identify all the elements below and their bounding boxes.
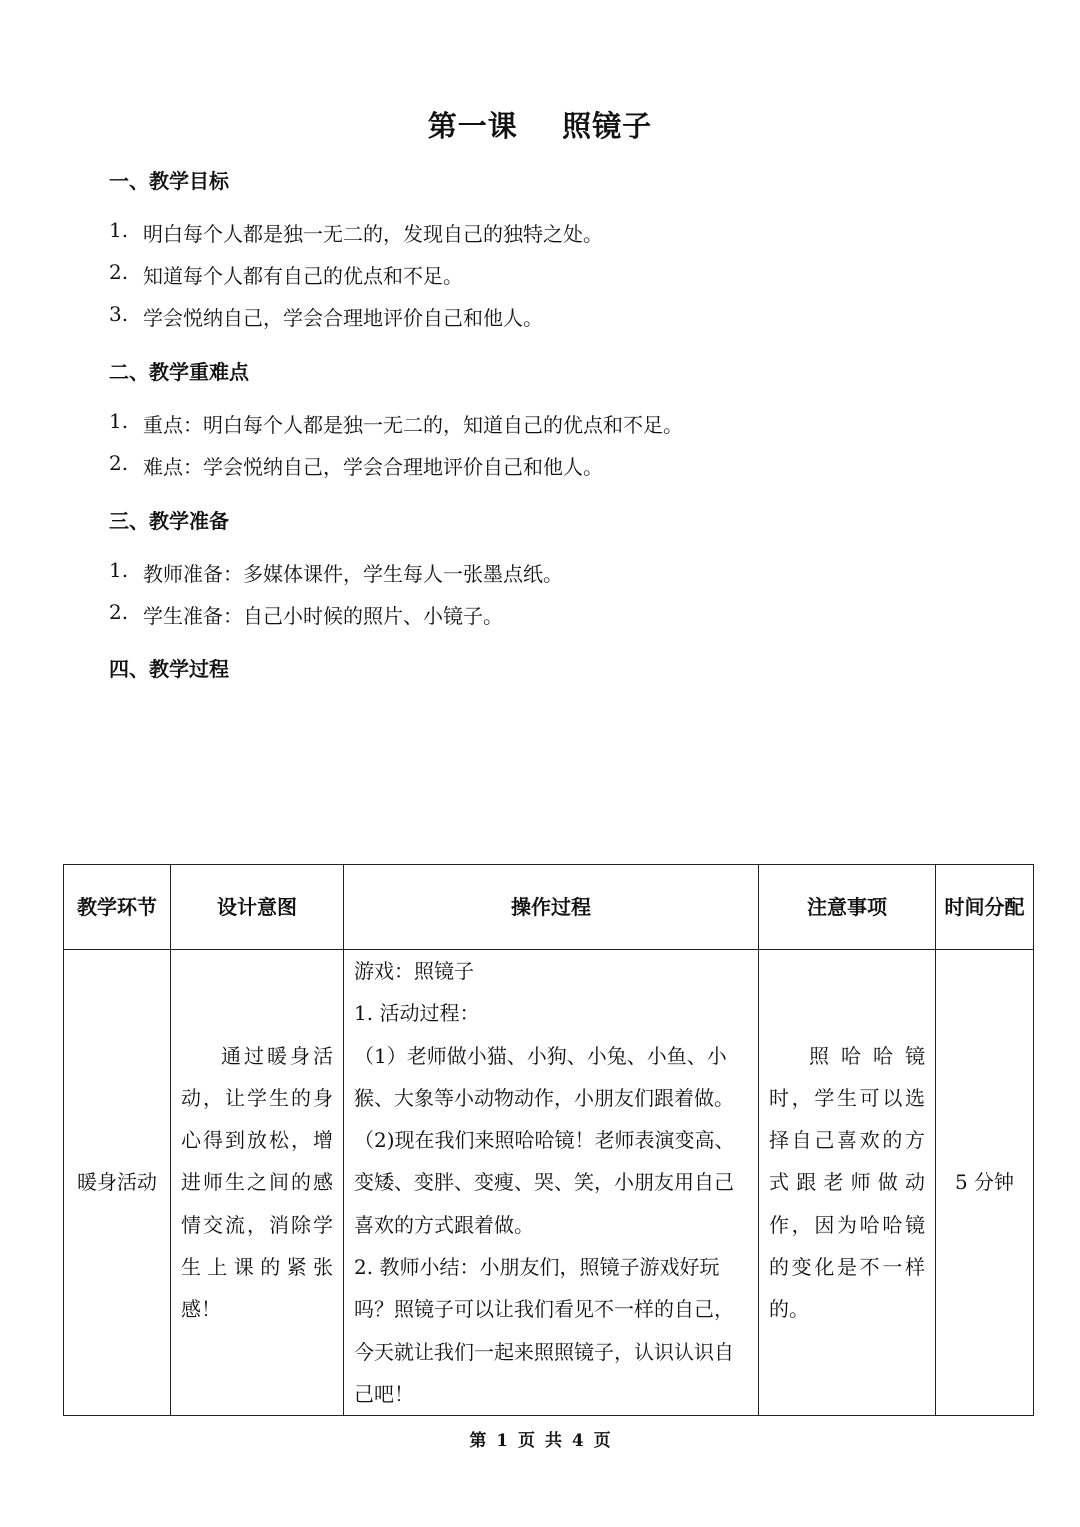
section-heading-key-points: 二、教学重难点 (109, 360, 249, 384)
list-text: 明白每个人都是独一无二的，发现自己的独特之处。 (143, 222, 603, 246)
header-time: 时间分配 (936, 865, 1034, 950)
list-text: 教师准备：多媒体课件，学生每人一张墨点纸。 (143, 562, 563, 586)
cell-time: 5 分钟 (936, 950, 1034, 1416)
preparation-item (109, 558, 563, 587)
table-row (64, 950, 1034, 1416)
list-number: 3. (109, 302, 129, 326)
operation-line: （1）老师做小猫、小狗、小兔、小鱼、小猴、大象等小动物动作，小朋友们跟着做。 (354, 1043, 734, 1110)
operation-line: 1. 活动过程： (354, 1001, 480, 1026)
cell-intent (171, 950, 344, 1416)
page-footer: 第 1 页 共 4 页 (469, 1431, 611, 1451)
section-heading-process: 四、教学过程 (109, 657, 229, 681)
list-number: 1. (109, 409, 129, 433)
list-text: 重点：明白每个人都是独一无二的，知道自己的优点和不足。 (143, 413, 683, 437)
list-text: 学生准备：自己小时候的照片、小镜子。 (143, 604, 503, 628)
list-text: 知道每个人都有自己的优点和不足。 (143, 264, 463, 288)
goal-item (109, 260, 463, 289)
list-number: 2. (109, 600, 129, 624)
page-title: 第一课 照镜子 (427, 109, 653, 143)
goal-item (109, 302, 543, 331)
notes-text: 照哈哈镜时，学生可以选择自己喜欢的方式跟老师做动作，因为哈哈镜的变化是不一样的。 (769, 1043, 925, 1322)
list-number: 1. (109, 218, 129, 242)
list-number: 2. (109, 260, 129, 284)
section-heading-preparation: 三、教学准备 (109, 509, 229, 533)
goal-item (109, 218, 603, 247)
list-number: 2. (109, 451, 129, 475)
list-text: 难点：学会悦纳自己，学会合理地评价自己和他人。 (143, 455, 603, 479)
operation-line: 游戏：照镜子 (354, 959, 474, 983)
header-intent: 设计意图 (171, 865, 344, 950)
section-heading-goals: 一、教学目标 (109, 169, 229, 193)
table-header-row (64, 865, 1034, 950)
header-notes: 注意事项 (759, 865, 936, 950)
cell-stage: 暖身活动 (64, 950, 171, 1416)
preparation-item (109, 600, 503, 629)
cell-notes (759, 950, 936, 1416)
cell-operation (344, 950, 759, 1416)
list-text: 学会悦纳自己，学会合理地评价自己和他人。 (143, 306, 543, 330)
key-point-item (109, 451, 603, 480)
teaching-process-table (63, 864, 1034, 1416)
header-operation: 操作过程 (344, 865, 759, 950)
header-stage: 教学环节 (64, 865, 171, 950)
intent-text: 通过暖身活动，让学生的身心得到放松，增进师生之间的感情交流，消除学生上课的紧张感！ (181, 1043, 333, 1322)
list-number: 1. (109, 558, 129, 582)
operation-line: 2. 教师小结：小朋友们，照镜子游戏好玩吗？照镜子可以让我们看见不一样的自己，今天就让我们一起来照照镜子，认识认识自己吧！ (354, 1255, 734, 1406)
key-point-item (109, 409, 683, 438)
operation-line: （2)现在我们来照哈哈镜！老师表演变高、变矮、变胖、变瘦、哭、笑，小朋友用自己喜欢的方式跟着做。 (354, 1128, 735, 1237)
